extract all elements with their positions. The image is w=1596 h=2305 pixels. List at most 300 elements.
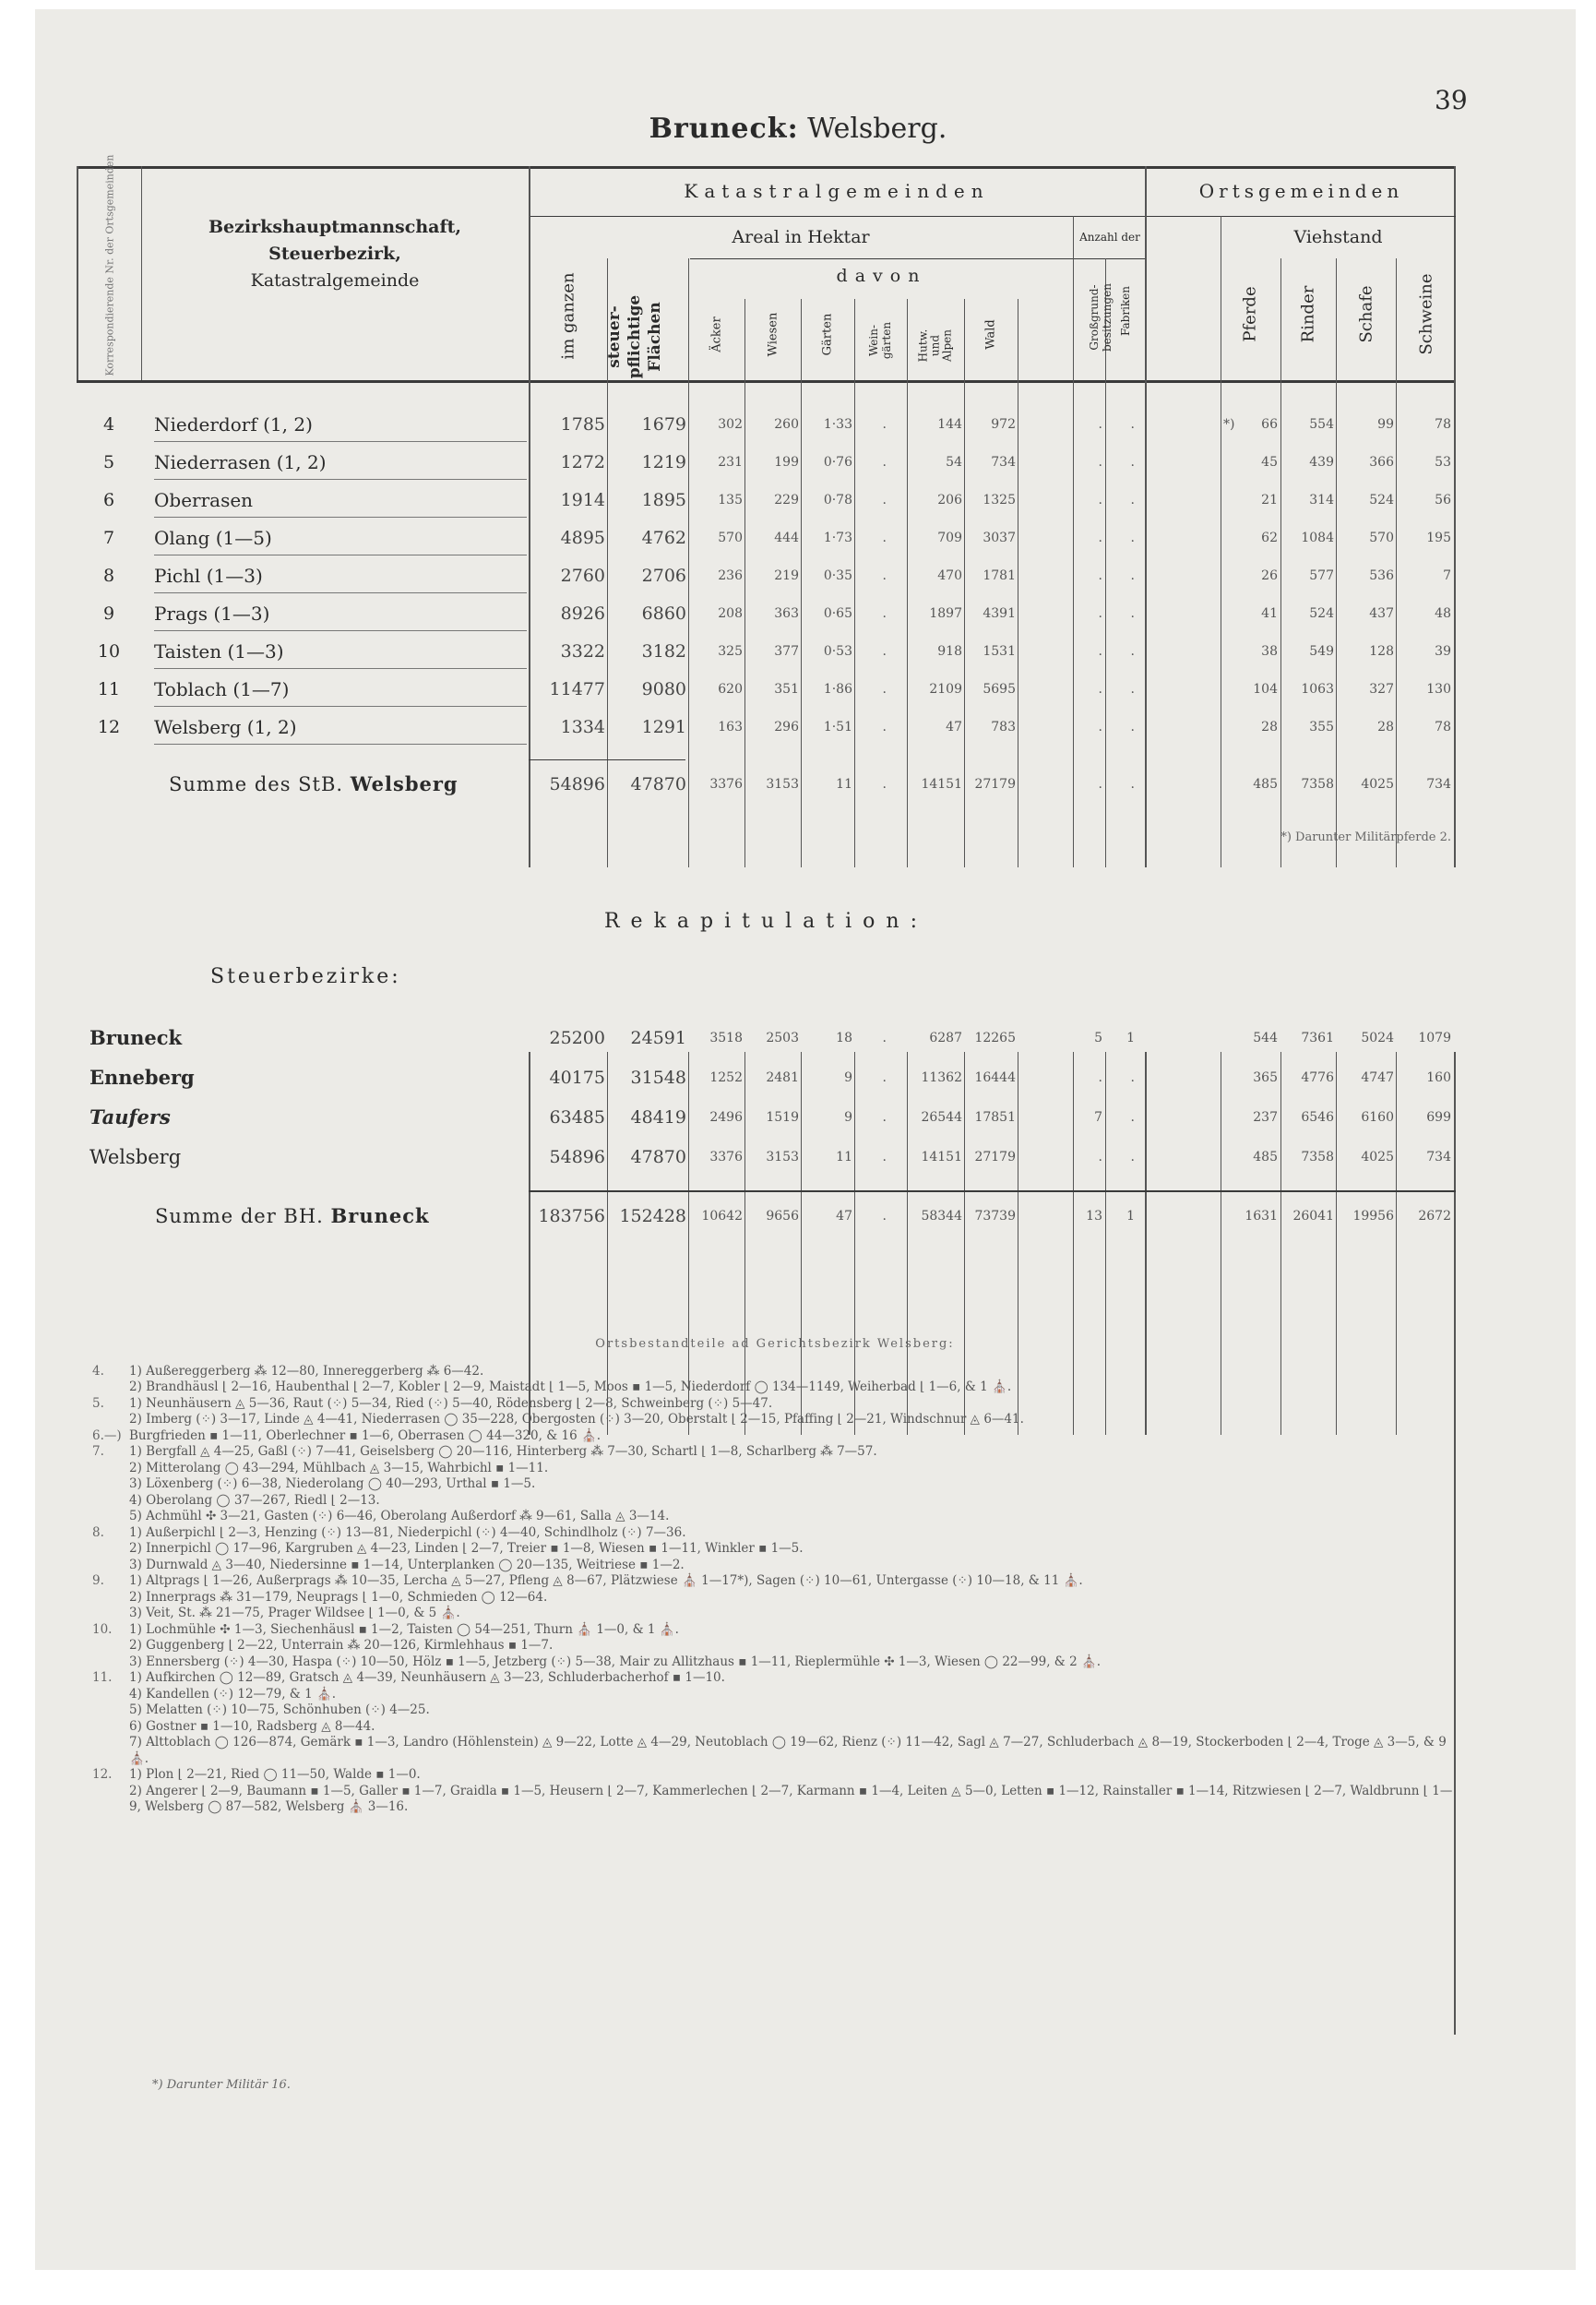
- ortsbestandteil-key: [92, 1461, 129, 1477]
- header-areal: Areal in Hektar: [732, 227, 870, 247]
- ortsbestandteile-lines: [92, 1364, 1458, 1816]
- ortsbestandteile: [92, 1336, 1458, 1816]
- header-bezirk-3: Katastralgemeinde: [250, 270, 420, 291]
- summe-bh-total: 183756: [538, 1206, 605, 1226]
- cell-gross: .: [1098, 568, 1102, 583]
- summe-bh-row: [77, 1198, 1456, 1235]
- rekap-cell-hutw: 11362: [921, 1070, 962, 1085]
- summe-bh-schweine: 2672: [1418, 1209, 1451, 1224]
- summe-stb-schafe: 4025: [1361, 777, 1394, 792]
- ortsbestandteil-line: [92, 1364, 1458, 1380]
- rekap-cell-schweine: 734: [1426, 1150, 1451, 1164]
- ortsbestandteil-line: [92, 1525, 1458, 1542]
- rekap-cell-aecker: 3376: [709, 1150, 743, 1164]
- ortsbestandteil-line: [92, 1476, 1458, 1493]
- cell-gaerten: 1·33: [823, 417, 852, 432]
- rekap-cell-schafe: 4025: [1361, 1150, 1394, 1164]
- ortsbestandteil-line: [92, 1784, 1458, 1816]
- header-wiesen: Wiesen: [766, 312, 780, 357]
- cell-gaerten: 0·65: [823, 606, 852, 621]
- summe-bh-label: [155, 1198, 430, 1235]
- row-rule: [154, 668, 527, 669]
- row-name: Taisten (1—3): [154, 640, 284, 663]
- ortsbestandteil-key: [92, 1541, 129, 1558]
- header-gross-1: Großgrund-: [1088, 284, 1101, 351]
- cell-steuer: 3182: [641, 641, 686, 662]
- rekap-cell-schweine: 1079: [1418, 1031, 1451, 1045]
- cell-hutw: 709: [937, 531, 962, 545]
- rekap-cell-fabr: .: [1130, 1150, 1135, 1164]
- cell-gaerten: 1·51: [823, 720, 852, 734]
- row-number: 6: [102, 490, 115, 510]
- summe-bh-label-a: Summe der BH.: [155, 1205, 331, 1227]
- ortsbestandteil-text: 1) Neunhäusern ◬ 5—36, Raut (⁘) 5—34, Ried (⁘) 5—40, Rödensberg ⌊ 2—8, Schweinberg (⁘) 5—47.: [129, 1395, 773, 1411]
- table-row: [77, 406, 1456, 443]
- cell-hutw: 2109: [929, 682, 962, 697]
- ortsbestandteil-text: 2) Imberg (⁘) 3—17, Linde ◬ 4—41, Niederrasen ◯ 35—228, Obergosten (⁘) 3—20, Oberstalt ⌊ 2—15, Pfaffing ⌊ 2—21, Windschnur ◬ 6—41.: [129, 1412, 1024, 1427]
- rekap-cell-wein: .: [882, 1031, 887, 1045]
- cell-wald: 734: [991, 455, 1016, 470]
- cell-pferde: 41: [1261, 606, 1278, 621]
- rekap-cell-steuer: 31548: [630, 1068, 686, 1088]
- cell-schweine: 53: [1435, 455, 1451, 470]
- cell-rinder: 314: [1309, 493, 1334, 508]
- rekap-cell-gaerten: 11: [836, 1150, 852, 1164]
- summe-bh-hutw: 58344: [921, 1209, 962, 1224]
- ortsbestandteil-text: 1) Plon ⌊ 2—21, Ried ◯ 11—50, Walde ▪ 1—0.: [129, 1767, 421, 1782]
- row-number: 4: [102, 414, 115, 435]
- row-rule: [154, 592, 527, 593]
- cell-hutw: 206: [937, 493, 962, 508]
- cell-wald: 3037: [983, 531, 1016, 545]
- cell-wiesen: 260: [774, 417, 799, 432]
- cell-gaerten: 0·53: [823, 644, 852, 659]
- cell-gross: .: [1098, 606, 1102, 621]
- cell-fabr: .: [1130, 455, 1135, 470]
- cell-schweine: 56: [1435, 493, 1451, 508]
- cell-pferde: 62: [1261, 531, 1278, 545]
- ortsbestandteil-text: 1) Lochmühle ✣ 1—3, Siechenhäusl ▪ 1—2, Taisten ◯ 54—251, Thurn ⛪ 1—0, & 1 ⛪.: [129, 1621, 679, 1637]
- header-im-ganzen: im ganzen: [558, 272, 578, 360]
- summe-bh-label-b: Bruneck: [330, 1204, 430, 1227]
- row-number: 5: [102, 452, 115, 472]
- rekap-cell-aecker: 3518: [709, 1031, 743, 1045]
- cell-wald: 783: [991, 720, 1016, 734]
- row-name: Oberrasen: [154, 489, 254, 511]
- summe-stb-steuer: 47870: [630, 774, 686, 794]
- cell-wald: 1531: [983, 644, 1016, 659]
- cell-hutw: 1897: [929, 606, 962, 621]
- ortsbestandteil-key: [92, 1590, 129, 1606]
- ortsbestandteil-line: [92, 1735, 1458, 1767]
- cell-wiesen: 229: [774, 493, 799, 508]
- header-rinder: Rinder: [1298, 285, 1318, 343]
- ortsbestandteil-key: 5.: [92, 1395, 104, 1411]
- cell-fabr: .: [1130, 493, 1135, 508]
- cell-rinder: 1063: [1301, 682, 1334, 697]
- row-rule: [154, 479, 527, 480]
- cell-fabr: .: [1130, 644, 1135, 659]
- ortsbestandteil-text: 4) Kandellen (⁘) 12—79, & 1 ⛪.: [129, 1686, 337, 1702]
- cell-schweine: 78: [1435, 417, 1451, 432]
- rekap-cell-pferde: 237: [1253, 1110, 1278, 1125]
- rule-h1: [529, 216, 1456, 217]
- row-name: Olang (1—5): [154, 527, 272, 549]
- row-note: *): [1223, 417, 1235, 432]
- header-wein-1: Wein-: [867, 324, 880, 357]
- cell-gaerten: 0·78: [823, 493, 852, 508]
- cell-steuer: 2706: [641, 566, 686, 586]
- ortsbestandteil-line: [92, 1767, 1458, 1784]
- header-wein-2: gärten: [880, 321, 893, 360]
- cell-wein: .: [882, 455, 887, 470]
- summe-stb-gross: .: [1098, 777, 1102, 792]
- steuerbezirke-label: Steuerbezirke:: [210, 965, 401, 988]
- cell-aecker: 570: [718, 531, 743, 545]
- header-hutw-3: Alpen: [940, 329, 954, 363]
- rekap-cell-wiesen: 3153: [766, 1150, 799, 1164]
- ortsbestandteil-key: [92, 1606, 129, 1622]
- row-number: 7: [102, 528, 115, 548]
- ortsbestandteil-text: 5) Achmühl ✣ 3—21, Gasten (⁘) 6—46, Oberolang Außerdorf ⁂ 9—61, Salla ◬ 3—14.: [129, 1509, 670, 1523]
- cell-wiesen: 351: [774, 682, 799, 697]
- rekap-cell-wein: .: [882, 1070, 887, 1085]
- summe-stb-rinder: 7358: [1301, 777, 1334, 792]
- rekap-name: Bruneck: [89, 1026, 183, 1049]
- cell-wald: 972: [991, 417, 1016, 432]
- rekap-cell-gaerten: 9: [844, 1110, 852, 1125]
- cell-aecker: 302: [718, 417, 743, 432]
- cell-pferde: 21: [1261, 493, 1278, 508]
- rekap-cell-gaerten: 18: [836, 1031, 852, 1045]
- cell-wald: 4391: [983, 606, 1016, 621]
- cell-gaerten: 1·86: [823, 682, 852, 697]
- row-name: Toblach (1—7): [154, 678, 290, 700]
- cell-schafe: 536: [1369, 568, 1394, 583]
- cell-wein: .: [882, 644, 887, 659]
- summe-bh-rinder: 26041: [1292, 1209, 1334, 1224]
- table-row: [77, 444, 1456, 481]
- rekap-cell-gross: .: [1098, 1070, 1102, 1085]
- rekap-cell-gross: 7: [1094, 1110, 1102, 1125]
- summe-stb-wein: .: [882, 777, 887, 792]
- row-rule: [154, 706, 527, 707]
- header-schweine: Schweine: [1416, 273, 1436, 355]
- ortsbestandteil-key: [92, 1558, 129, 1574]
- ortsbestandteil-key: [92, 1493, 129, 1510]
- cell-rinder: 577: [1309, 568, 1334, 583]
- ortsbestandteil-text: 1) Bergfall ◬ 4—25, Gaßl (⁘) 7—41, Geiselsberg ◯ 20—116, Hinterberg ⁂ 7—30, Schartl ⌊ 1—8, Scharlberg ⁂ 7—57.: [129, 1444, 877, 1459]
- rekap-cell-wald: 17851: [974, 1110, 1016, 1125]
- row-number: 10: [97, 641, 121, 662]
- summe-stb-label-a: Summe des StB.: [169, 773, 351, 795]
- cell-wiesen: 377: [774, 644, 799, 659]
- rekap-name: Taufers: [89, 1105, 171, 1129]
- header-katastral: Katastralgemeinden: [684, 180, 990, 202]
- ortsbestandteil-key: [92, 1379, 129, 1396]
- cell-wiesen: 444: [774, 531, 799, 545]
- rekap-cell-hutw: 6287: [929, 1031, 962, 1045]
- ortsbestandteil-text: 1) Außereggerberg ⁂ 12—80, Innereggerberg ⁂ 6—42.: [129, 1363, 484, 1379]
- ortsbestandteil-key: [92, 1735, 129, 1767]
- cell-wein: .: [882, 606, 887, 621]
- ortsbestandteil-line: [92, 1638, 1458, 1654]
- cell-total: 4895: [560, 528, 605, 548]
- rule-header-bottom: [77, 380, 1456, 383]
- row-name: Niederrasen (1, 2): [154, 451, 327, 473]
- summe-bh-pferde: 1631: [1245, 1209, 1278, 1224]
- footnote-militaer: *) Darunter Militärpferde 2.: [1280, 830, 1451, 844]
- rekap-cell-rinder: 7361: [1301, 1031, 1334, 1045]
- rekap-cell-wein: .: [882, 1110, 887, 1125]
- row-rule: [154, 441, 527, 442]
- header-gross: [1088, 262, 1114, 373]
- cell-schafe: 99: [1377, 417, 1394, 432]
- ortsbestandteil-line: [92, 1396, 1458, 1413]
- cell-steuer: 1291: [641, 717, 686, 737]
- ortsbestandteil-line: [92, 1509, 1458, 1525]
- cell-rinder: 439: [1309, 455, 1334, 470]
- summe-stb-total: 54896: [549, 774, 605, 794]
- summe-bh-aecker: 10642: [701, 1209, 743, 1224]
- cell-hutw: 918: [937, 644, 962, 659]
- header-gross-2: besitzungen: [1101, 283, 1114, 352]
- rekap-cell-hutw: 26544: [921, 1110, 962, 1125]
- table-row: [77, 633, 1456, 670]
- cell-wiesen: 199: [774, 455, 799, 470]
- ortsbestandteil-line: [92, 1541, 1458, 1558]
- summe-bh-fabr: 1: [1126, 1209, 1135, 1224]
- cell-schafe: 327: [1369, 682, 1394, 697]
- summe-stb-label-b: Welsberg: [350, 772, 459, 795]
- summe-stb-row: [77, 766, 1456, 803]
- cell-total: 3322: [560, 641, 605, 662]
- header-davon: davon: [836, 266, 927, 286]
- cell-steuer: 9080: [641, 679, 686, 699]
- cell-pferde: 66: [1261, 417, 1278, 432]
- ortsbestandteil-text: 2) Angerer ⌊ 2—9, Baumann ▪ 1—5, Galler ▪ 1—7, Graidla ▪ 1—5, Heusern ⌊ 2—7, Kammerlechen ⌊ 2—7, Karmann ▪ 1—4, Leiten ◬ 5—0, Letten ▪ 1—12, Rainstaller ▪ 1—14, Ritzwiesen ⌊ 2—7, Waldbrunn ⌊ 1—9, Welsberg ◯ 87—582, Welsberg ⛪ 3—16.: [129, 1783, 1453, 1814]
- header-steuer: [604, 258, 665, 415]
- row-number: 11: [97, 679, 121, 699]
- ortsbestandteil-text: 1) Altprags ⌊ 1—26, Außerprags ⁂ 10—35, Lercha ◬ 5—27, Pfleng ◬ 8—67, Plätzwiese ⛪ 1—17*), Sagen (⁘) 10—61, Untergasse (⁘) 10—18, & 11 ⛪.: [129, 1573, 1083, 1588]
- cell-wiesen: 219: [774, 568, 799, 583]
- ortsbestandteil-text: 2) Innerprags ⁂ 31—179, Neuprags ⌊ 1—0, Schmieden ◯ 12—64.: [129, 1589, 548, 1605]
- ortsbestandteil-text: 3) Durnwald ◬ 3—40, Niedersinne ▪ 1—14, Unterplanken ◯ 20—135, Weitriese ▪ 1—2.: [129, 1557, 685, 1572]
- ortsbestandteil-line: [92, 1687, 1458, 1703]
- ortsbestandteil-line: [92, 1573, 1458, 1590]
- summe-stb-gaerten: 11: [836, 777, 852, 792]
- ortsbestandteil-line: [92, 1493, 1458, 1510]
- rekap-cell-hutw: 14151: [921, 1150, 962, 1164]
- cell-gaerten: 0·76: [823, 455, 852, 470]
- cell-total: 1272: [560, 452, 605, 472]
- ortsbestandteil-key: [92, 1719, 129, 1736]
- rekap-cell-pferde: 485: [1253, 1150, 1278, 1164]
- ortsbestandteil-key: [92, 1784, 129, 1816]
- ortsbestandteil-text: 2) Innerpichl ◯ 17—96, Kargruben ◬ 4—23, Linden ⌊ 2—7, Treier ▪ 1—8, Wiesen ▪ 1—11, Winkler ▪ 1—5.: [129, 1541, 804, 1556]
- ortsbestandteil-line: [92, 1719, 1458, 1736]
- header-hutw-2: und: [928, 334, 942, 357]
- rekap-cell-wald: 16444: [974, 1070, 1016, 1085]
- cell-schafe: 437: [1369, 606, 1394, 621]
- ortsbestandteil-text: 5) Melatten (⁘) 10—75, Schönhuben (⁘) 4—25.: [129, 1702, 430, 1717]
- ortsbestandteil-key: [92, 1638, 129, 1654]
- header-bezirk-2: Steuerbezirk,: [268, 244, 401, 264]
- rule-h2: [690, 258, 1147, 259]
- rule-summe-bh: [529, 1190, 1456, 1192]
- rule-left: [77, 166, 78, 380]
- rekap-cell-wiesen: 2481: [766, 1070, 799, 1085]
- rekap-cell-schafe: 5024: [1361, 1031, 1394, 1045]
- cell-gaerten: 0·35: [823, 568, 852, 583]
- cell-pferde: 45: [1261, 455, 1278, 470]
- cell-schafe: 28: [1377, 720, 1394, 734]
- cell-fabr: .: [1130, 682, 1135, 697]
- cell-fabr: .: [1130, 720, 1135, 734]
- summe-stb-hutw: 14151: [921, 777, 962, 792]
- cell-gross: .: [1098, 644, 1102, 659]
- rekap-cell-total: 54896: [549, 1147, 605, 1167]
- ortsbestandteil-key: [92, 1509, 129, 1525]
- summe-stb-schweine: 734: [1426, 777, 1451, 792]
- rekap-cell-fabr: 1: [1126, 1031, 1135, 1045]
- header-steuer-1: steuer-: [605, 305, 624, 368]
- cell-rinder: 355: [1309, 720, 1334, 734]
- cell-wein: .: [882, 682, 887, 697]
- ortsbestandteil-key: 4.: [92, 1363, 104, 1379]
- cell-total: 2760: [560, 566, 605, 586]
- ortsbestandteile-title: Ortsbestandteile ad Gerichtsbezirk Welsberg:: [595, 1337, 955, 1351]
- ortsbestandteil-line: [92, 1428, 1458, 1445]
- cell-pferde: 38: [1261, 644, 1278, 659]
- rekap-name: Welsberg: [89, 1146, 182, 1168]
- ortsbestandteil-text: 4) Oberolang ◯ 37—267, Riedl ⌊ 2—13.: [129, 1492, 380, 1508]
- ortsbestandteil-text: 2) Guggenberg ⌊ 2—22, Unterrain ⁂ 20—126, Kirmlehhaus ▪ 1—7.: [129, 1638, 554, 1653]
- rekap-cell-rinder: 4776: [1301, 1070, 1334, 1085]
- summe-bh-schafe: 19956: [1352, 1209, 1394, 1224]
- cell-hutw: 470: [937, 568, 962, 583]
- cell-rinder: 554: [1309, 417, 1334, 432]
- summe-stb-label: [169, 766, 459, 803]
- rekap-cell-rinder: 7358: [1301, 1150, 1334, 1164]
- cell-hutw: 144: [937, 417, 962, 432]
- cell-aecker: 231: [718, 455, 743, 470]
- summe-bh-steuer: 152428: [619, 1206, 686, 1226]
- rekap-cell-fabr: .: [1130, 1110, 1135, 1125]
- summe-bh-gross: 13: [1086, 1209, 1102, 1224]
- row-rule: [154, 744, 527, 745]
- cell-wiesen: 296: [774, 720, 799, 734]
- header-anzahl: Anzahl der: [1079, 231, 1140, 244]
- cell-hutw: 54: [946, 455, 962, 470]
- cell-wein: .: [882, 417, 887, 432]
- cell-rinder: 1084: [1301, 531, 1334, 545]
- table-row: [77, 709, 1456, 746]
- header-bezirk-1: Bezirkshauptmannschaft,: [208, 217, 462, 237]
- rekap-cell-gaerten: 9: [844, 1070, 852, 1085]
- cell-wein: .: [882, 493, 887, 508]
- row-name: Prags (1—3): [154, 603, 270, 625]
- page-title: [0, 113, 1596, 145]
- cell-schweine: 7: [1443, 568, 1451, 583]
- cell-wald: 5695: [983, 682, 1016, 697]
- ortsbestandteil-line: [92, 1379, 1458, 1396]
- rekap-cell-gross: .: [1098, 1150, 1102, 1164]
- ortsbestandteil-text: 1) Aufkirchen ◯ 12—89, Gratsch ◬ 4—39, Neunhäusern ◬ 3—23, Schluderbacherhof ▪ 1—10.: [129, 1670, 725, 1685]
- table-row: [77, 557, 1456, 594]
- ortsbestandteil-key: [92, 1412, 129, 1428]
- ortsbestandteil-key: [92, 1476, 129, 1493]
- cell-schweine: 130: [1426, 682, 1451, 697]
- header-steuer-2: pflichtige: [625, 294, 644, 379]
- cell-schafe: 524: [1369, 493, 1394, 508]
- ortsbestandteil-text: 7) Alttoblach ◯ 126—874, Gemärk ▪ 1—3, Landro (Höhlenstein) ◬ 9—22, Lotte ◬ 4—29, Neutoblach ◯ 19—62, Rienz (⁘) 11—42, Sagl ◬ 7—27, Schluderbach ◬ 8—19, Stockerboden ⌊ 2—4, Troge ◬ 3—5, & 9 ⛪.: [129, 1735, 1447, 1766]
- table-row: [77, 671, 1456, 708]
- cell-wein: .: [882, 568, 887, 583]
- cell-wald: 1781: [983, 568, 1016, 583]
- rekap-cell-wiesen: 1519: [766, 1110, 799, 1125]
- cell-steuer: 4762: [641, 528, 686, 548]
- rule-summe-stb: [529, 759, 685, 760]
- rekap-cell-wald: 12265: [974, 1031, 1016, 1045]
- rekap-cell-steuer: 47870: [630, 1147, 686, 1167]
- cell-schafe: 366: [1369, 455, 1394, 470]
- rekap-row: [77, 1020, 1456, 1057]
- ortsbestandteil-key: 8.: [92, 1524, 104, 1540]
- cell-wein: .: [882, 720, 887, 734]
- cell-schweine: 39: [1435, 644, 1451, 659]
- rekap-cell-total: 25200: [549, 1028, 605, 1048]
- cell-gross: .: [1098, 417, 1102, 432]
- header-aecker: Äcker: [709, 316, 724, 352]
- rekap-cell-wiesen: 2503: [766, 1031, 799, 1045]
- rekap-cell-pferde: 365: [1253, 1070, 1278, 1085]
- cell-schafe: 128: [1369, 644, 1394, 659]
- cell-total: 8926: [560, 603, 605, 624]
- header-pferde: Pferde: [1240, 286, 1260, 342]
- cell-steuer: 1679: [641, 414, 686, 435]
- cell-gross: .: [1098, 720, 1102, 734]
- rekap-cell-steuer: 24591: [630, 1028, 686, 1048]
- cell-fabr: .: [1130, 417, 1135, 432]
- cell-aecker: 325: [718, 644, 743, 659]
- cell-rinder: 549: [1309, 644, 1334, 659]
- cell-steuer: 1219: [641, 452, 686, 472]
- ortsbestandteil-line: [92, 1654, 1458, 1671]
- header-korrespondenz: Korrespondierende Nr. der Ortsgemeinden: [103, 154, 116, 376]
- header-wald: Wald: [983, 319, 998, 350]
- header-ortsgemeinden: Ortsgemeinden: [1198, 180, 1404, 202]
- ortsbestandteil-key: 9.: [92, 1573, 104, 1588]
- cell-pferde: 26: [1261, 568, 1278, 583]
- cell-fabr: .: [1130, 606, 1135, 621]
- table-row: [77, 520, 1456, 556]
- rekap-row: [77, 1139, 1456, 1176]
- rekap-cell-wein: .: [882, 1150, 887, 1164]
- rekap-cell-wald: 27179: [974, 1150, 1016, 1164]
- summe-bh-wald: 73739: [974, 1209, 1016, 1224]
- ortsbestandteil-text: 1) Außerpichl ⌊ 2—3, Henzing (⁘) 13—81, Niederpichl (⁘) 4—40, Schindlholz (⁘) 7—36.: [129, 1524, 686, 1540]
- rekap-cell-schafe: 6160: [1361, 1110, 1394, 1125]
- ortsbestandteil-line: [92, 1558, 1458, 1574]
- rekap-row: [77, 1099, 1456, 1136]
- header-gaerten: Gärten: [820, 313, 835, 356]
- cell-aecker: 135: [718, 493, 743, 508]
- cell-total: 1785: [560, 414, 605, 435]
- table-row: [77, 595, 1456, 632]
- ortsbestandteil-text: 6) Gostner ▪ 1—10, Radsberg ◬ 8—44.: [129, 1718, 375, 1734]
- rule-v-nr: [141, 166, 142, 380]
